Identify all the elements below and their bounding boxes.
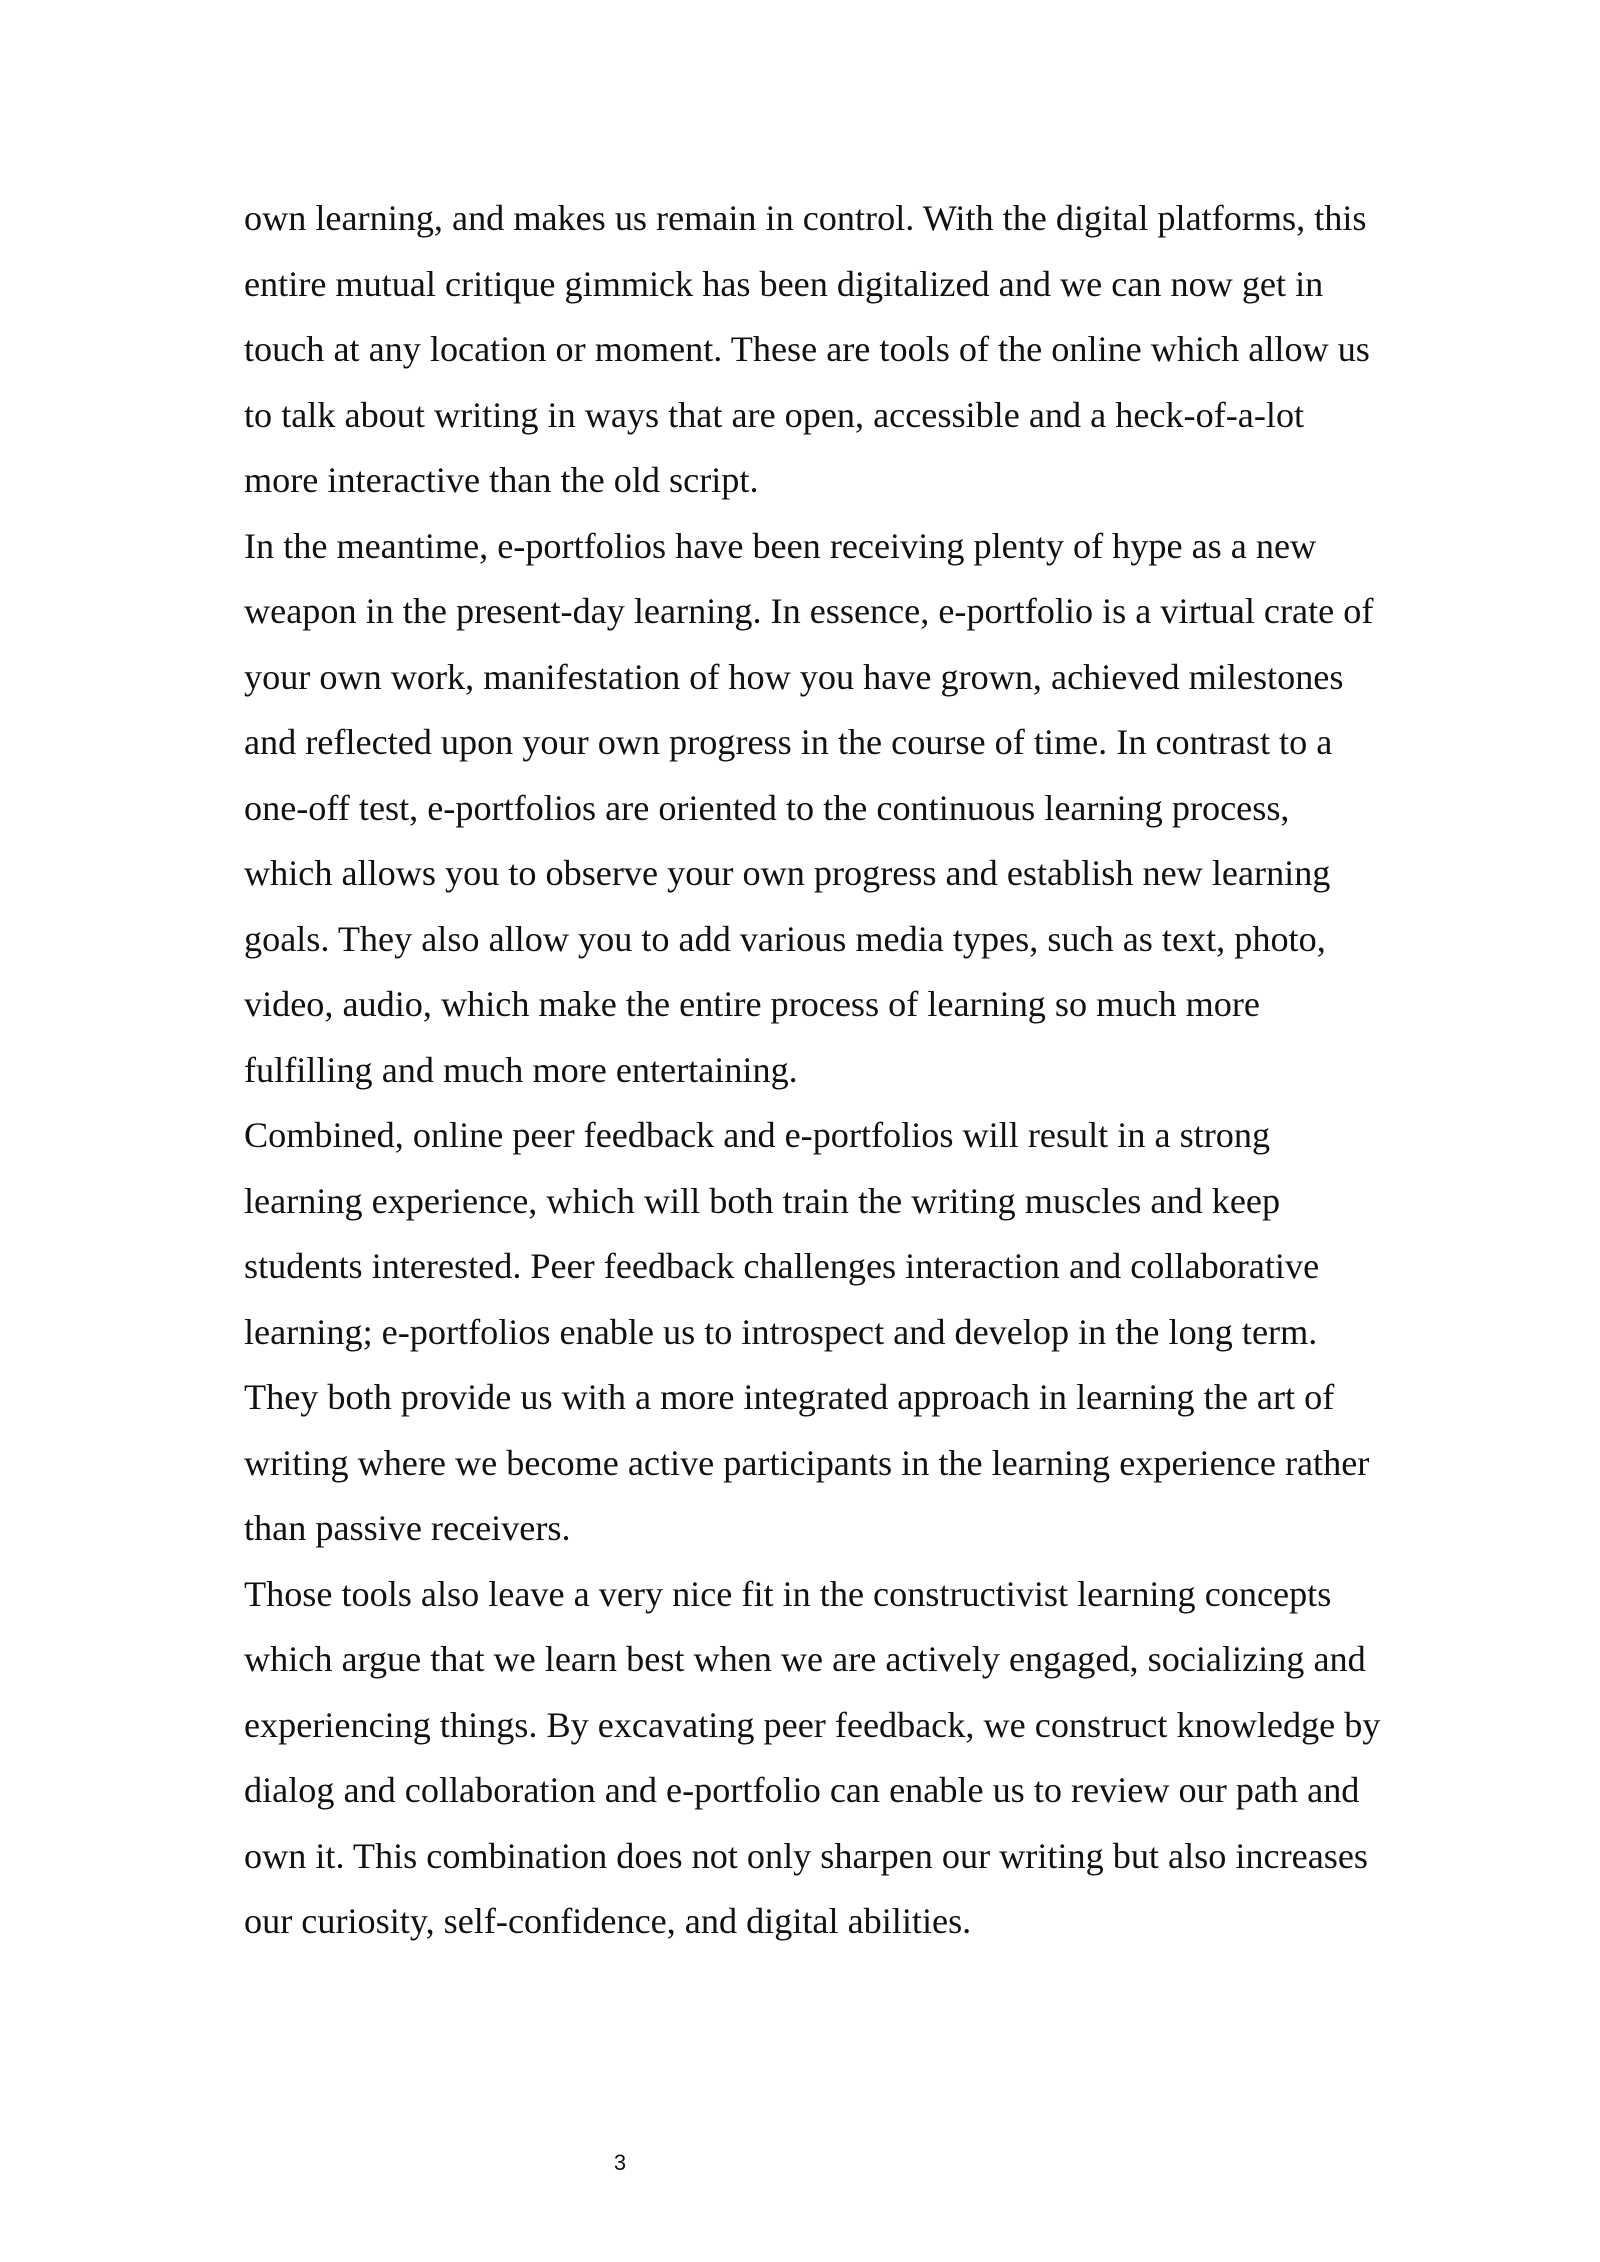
paragraph-1: own learning, and makes us remain in control. With the digital platforms, this entire mutual critique gimmick has been digitalized and we can now get in touch at any location or moment. These are tools of the online which allow us to talk about writing in ways that are open, accessible and a heck-of-a-lot more interactive than the old script.: [244, 198, 1370, 500]
body-text: [244, 186, 1384, 1955]
paragraph-2: In the meantime, e-portfolios have been receiving plenty of hype as a new weapon in the present-day learning. In essence, e-portfolio is a virtual crate of your own work, manifestation of how you have grown, achieved milestones and reflected upon your own progress in the course of time. In contrast to a one-off test, e-portfolios are oriented to the continuous learning process, which allows you to observe your own progress and establish new learning goals. They also allow you to add various media types, such as text, photo, video, audio, which make the entire process of learning so much more fulfilling and much more entertaining.: [244, 525, 1374, 1090]
page-number: 3: [613, 2150, 627, 2175]
paragraph-3: Combined, online peer feedback and e-portfolios will result in a strong learning experience, which will both train the writing muscles and keep students interested. Peer feedback challenges interaction and collaborative learning; e-portfolios enable us to introspect and develop in the long term. They both provide us with a more integrated approach in learning the art of writing where we become active participants in the learning experience rather than passive receivers.: [244, 1115, 1370, 1548]
paragraph-4: Those tools also leave a very nice fit in the constructivist learning concepts which argue that we learn best when we are actively engaged, socializing and experiencing things. By excavating peer feedback, we construct knowledge by dialog and collaboration and e-portfolio can enable us to review our path and own it. This combination does not only sharpen our writing but also increases our curiosity, self-confidence, and digital abilities.: [244, 1573, 1381, 1941]
